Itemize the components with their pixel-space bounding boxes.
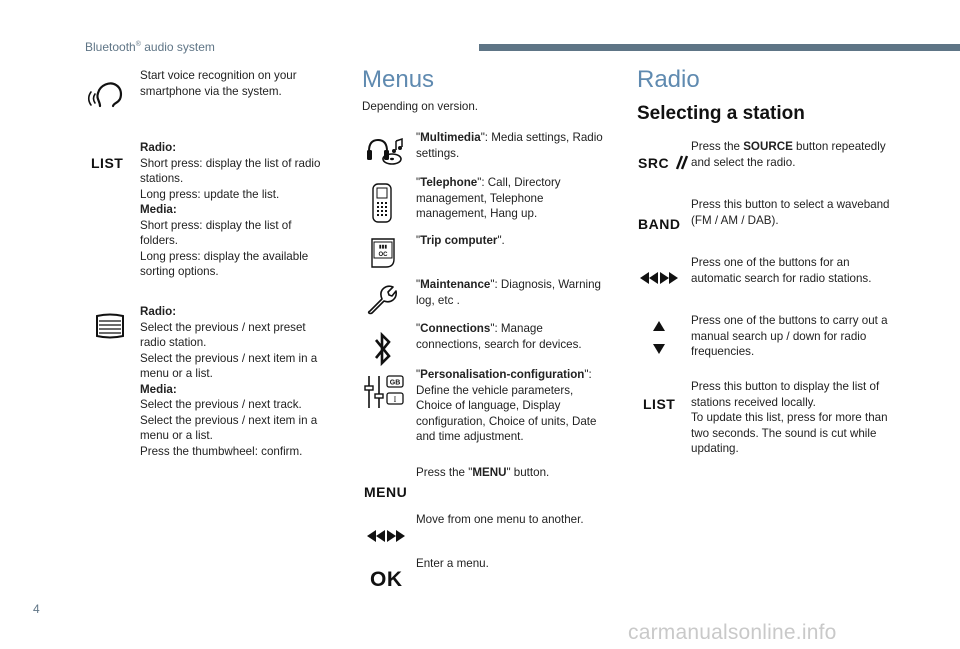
svg-text:I: I (393, 395, 397, 404)
registered-mark: ® (135, 41, 141, 48)
media-heading: Media: (140, 382, 177, 396)
svg-text:OC: OC (378, 252, 388, 258)
radio-list-text-1: Press this button to display the list of stations received locally. (691, 380, 880, 409)
source-label: SRC (638, 155, 670, 171)
ok-button-label: OK (370, 568, 403, 591)
band-button-label: BAND (638, 216, 681, 232)
thumbwheel-icon (95, 314, 125, 345)
up-down-arrows-icon (652, 320, 666, 361)
watermark: carmanualsonline.info (628, 621, 837, 644)
header-bar (479, 44, 960, 51)
radio-list-button-label: LIST (643, 396, 676, 412)
page-header (85, 40, 215, 54)
svg-text:GB: GB (389, 379, 401, 387)
header-title-rest: audio system (140, 40, 215, 54)
press-line: Press the thumbwheel: confirm. (140, 444, 303, 458)
voice-recognition-icon (90, 77, 126, 112)
menu-item-telephone: "Telephone": Call, Directory management, Telephone management, Hang up. (416, 176, 561, 220)
thumbwheel-description (140, 304, 330, 459)
menu-item-trip-computer: "Trip computer". (416, 234, 505, 247)
menus-intro: Depending on version. (362, 100, 479, 113)
radio-list-text-2: To update this list, press for more than two seconds. The sound is cut while updating. (691, 411, 888, 455)
media-line: Select the previous / next item in a menu or a list. (140, 413, 318, 442)
radio-list-text (691, 379, 891, 457)
radio-subtitle: Selecting a station (637, 103, 805, 124)
menus-title: Menus (362, 66, 435, 93)
band-text: Press this button to select a waveband (FM / AM / DAB). (691, 198, 890, 227)
settings-sliders-icon (364, 374, 406, 415)
header-title: Bluetooth (85, 40, 136, 54)
menu-item-connections: "Connections": Manage connections, search for devices. (416, 322, 582, 351)
menu-item-personalisation: "Personalisation-configuration": Define the vehicle parameters, Choice of language, Display configuration, Choice of units, Date and time adjustment. (416, 368, 597, 443)
voice-recognition-text: Start voice recognition on your smartphone via the system. (140, 69, 297, 98)
list-button-label: LIST (91, 155, 124, 171)
radio-title: Radio (637, 66, 700, 93)
radio-line: Select the previous / next item in a menu or a list. (140, 351, 318, 380)
trip-computer-icon (370, 237, 396, 274)
list-button-description (140, 140, 330, 280)
source-button-icon (638, 154, 690, 173)
menu-item-maintenance: "Maintenance": Diagnosis, Warning log, etc . (416, 278, 602, 307)
media-line: Select the previous / next track. (140, 398, 302, 411)
radio-line: Select the previous / next preset radio station. (140, 320, 306, 349)
arrows-text: Move from one menu to another. (416, 513, 584, 526)
radio-long-press: Long press: update the list. (140, 187, 280, 201)
radio-heading: Radio: (140, 305, 177, 318)
wrench-icon (366, 283, 398, 320)
left-right-arrows-icon (366, 529, 406, 548)
media-heading: Media: (140, 203, 177, 216)
radio-heading: Radio: (140, 141, 177, 154)
multimedia-icon (366, 137, 406, 172)
svg-text:▮▮▮: ▮▮▮ (378, 244, 388, 250)
radio-short-press: Short press: display the list of radio stations. (140, 156, 321, 185)
menu-item-multimedia: "Multimedia": Media settings, Radio settings. (416, 131, 603, 160)
media-long-press: Long press: display the available sorting options. (140, 249, 309, 278)
updown-text: Press one of the buttons to carry out a manual search up / down for radio frequencies. (691, 314, 888, 358)
seek-arrows-icon (639, 271, 679, 290)
menu-button-label: MENU (364, 484, 408, 500)
ok-text: Enter a menu. (416, 557, 489, 570)
media-short-press: Short press: display the list of folders. (140, 218, 292, 247)
seek-text: Press one of the buttons for an automatic search for radio stations. (691, 256, 872, 285)
source-text: Press the SOURCE button repeatedly and select the radio. (691, 140, 886, 169)
telephone-icon (372, 183, 392, 228)
page-number: 4 (33, 602, 40, 616)
source-slash-icon (674, 154, 690, 170)
bluetooth-icon (374, 331, 392, 372)
menu-button-text: Press the "MENU" button. (416, 466, 550, 479)
